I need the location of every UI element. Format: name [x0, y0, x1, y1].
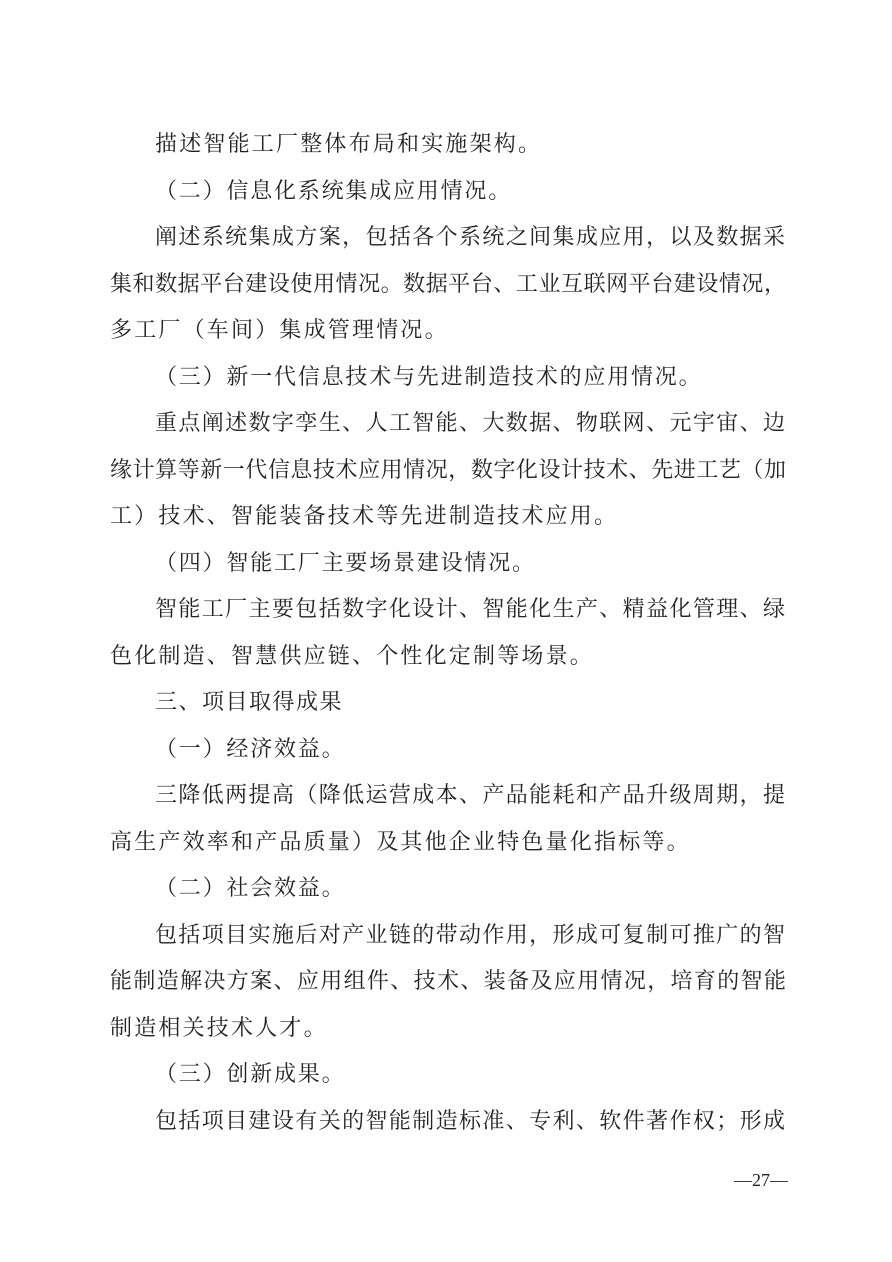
paragraph-line: 能制造解决方案、应用组件、技术、装备及应用情况，培育的智能 [110, 969, 786, 994]
paragraph-line: 阐述系统集成方案，包括各个系统之间集成应用，以及数据采 [155, 225, 785, 250]
paragraph-line: 缘计算等新一代信息技术应用情况，数字化设计技术、先进工艺（加 [110, 458, 786, 483]
paragraph-line: 多工厂（车间）集成管理情况。 [110, 318, 449, 343]
paragraph-line: 重点阐述数字孪生、人工智能、大数据、物联网、元宇宙、边 [155, 411, 785, 436]
paragraph-line: 高生产效率和产品质量）及其他企业特色量化指标等。 [110, 830, 691, 855]
paragraph-line: 三降低两提高（降低运营成本、产品能耗和产品升级周期，提 [155, 783, 785, 808]
section-heading-3: （三）新一代信息技术与先进制造技术的应用情况。 [155, 365, 703, 390]
paragraph-line: 制造相关技术人才。 [110, 1016, 328, 1041]
paragraph-line: 色化制造、智慧供应链、个性化定制等场景。 [110, 644, 595, 669]
paragraph-line: 包括项目实施后对产业链的带动作用，形成可复制可推广的智 [155, 923, 785, 948]
section-heading-2: （二）社会效益。 [155, 876, 346, 901]
section-heading-4: （四）智能工厂主要场景建设情况。 [155, 551, 536, 576]
paragraph-line: 包括项目建设有关的智能制造标准、专利、软件著作权；形成 [155, 1109, 785, 1134]
paragraph-line: 集和数据平台建设使用情况。数据平台、工业互联网平台建设情况， [110, 272, 786, 297]
section-heading-3: （三）创新成果。 [155, 1062, 346, 1087]
section-heading-1: （一）经济效益。 [155, 737, 346, 762]
paragraph-line: 智能工厂主要包括数字化设计、智能化生产、精益化管理、绿 [155, 597, 785, 622]
paragraph-line: 工）技术、智能装备技术等先进制造技术应用。 [110, 504, 619, 529]
page-number: —27— [734, 1170, 788, 1190]
paragraph-line: 描述智能工厂整体布局和实施架构。 [155, 132, 543, 157]
chapter-heading: 三、项目取得成果 [155, 690, 344, 715]
section-heading-2: （二）信息化系统集成应用情况。 [155, 179, 513, 204]
